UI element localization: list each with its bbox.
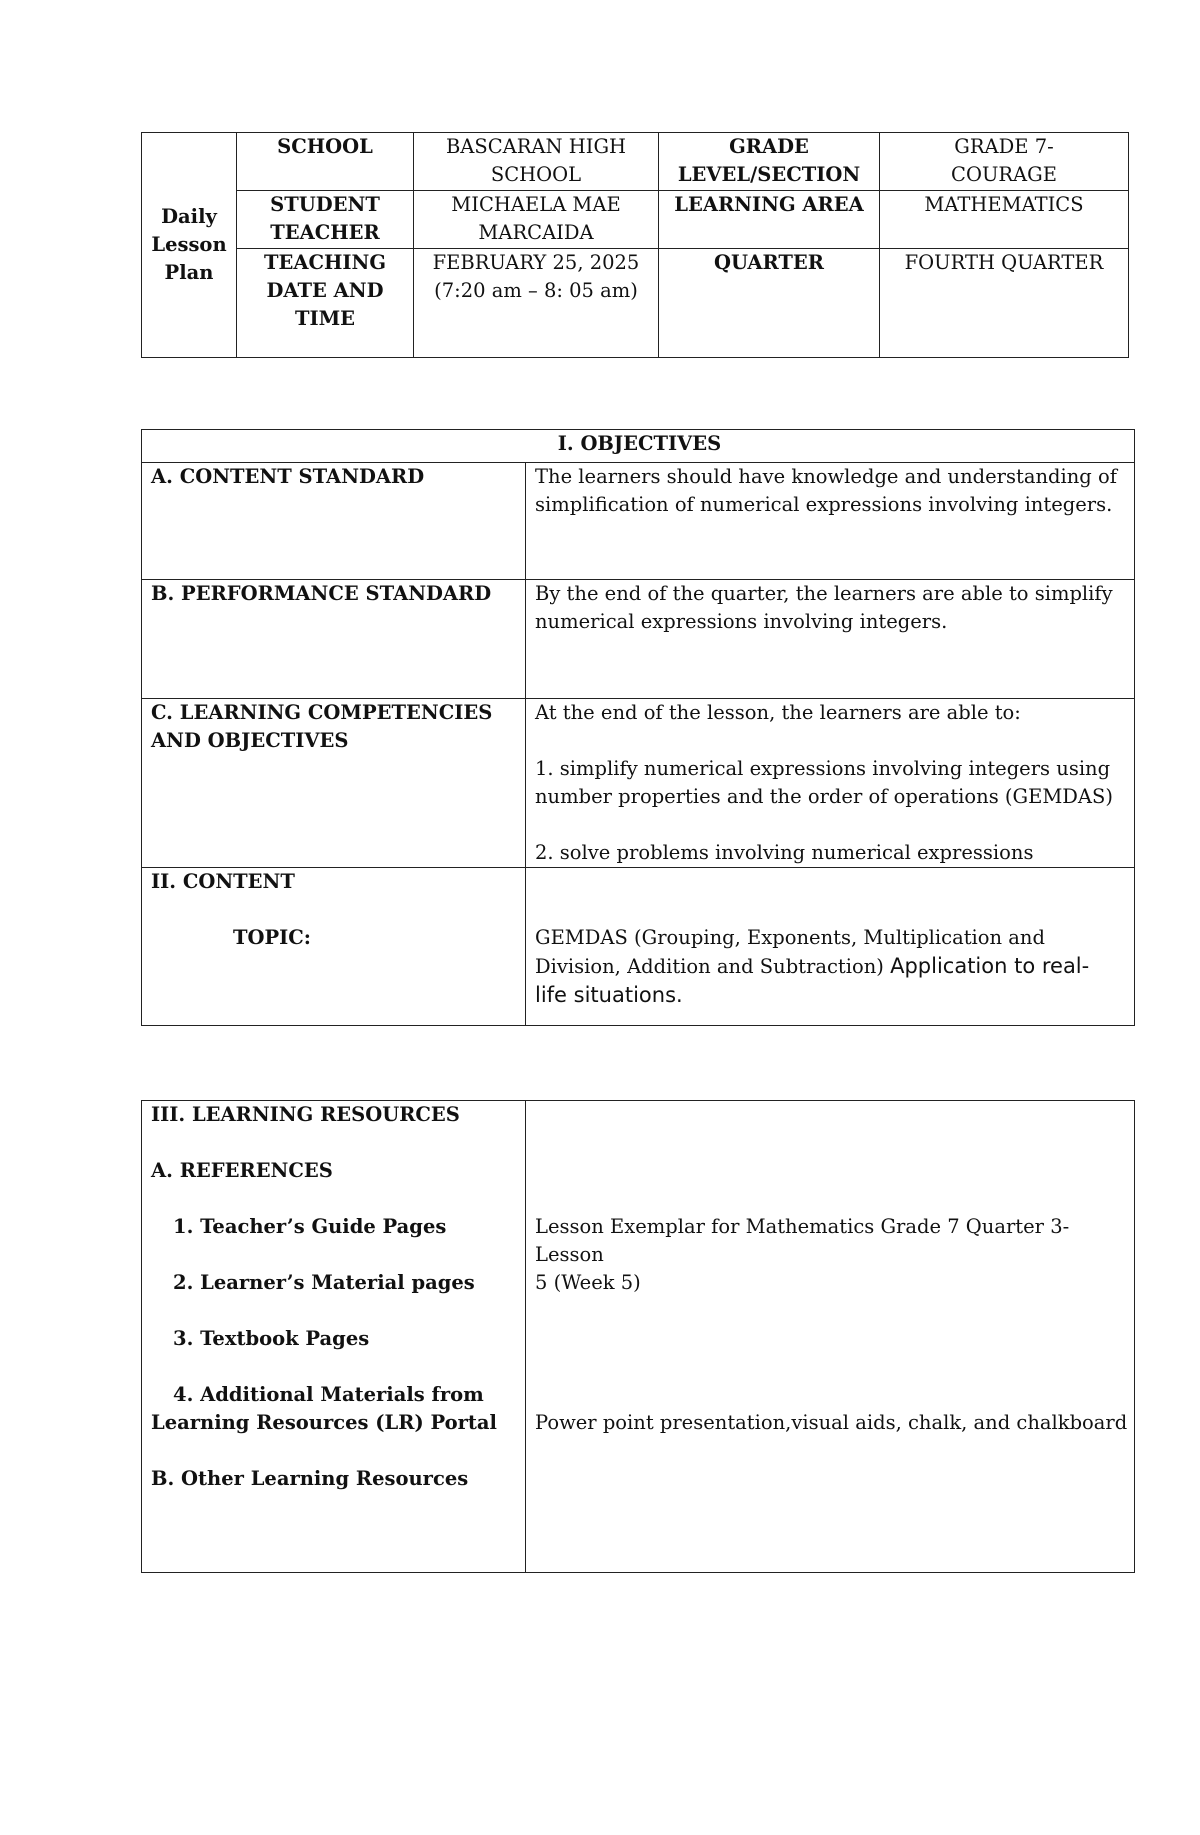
content-label-cell bbox=[142, 868, 526, 1026]
resources-title: III. LEARNING RESOURCES bbox=[151, 1103, 460, 1126]
daily-lesson-plan-label: Daily Lesson Plan bbox=[142, 133, 237, 358]
topic-value: GEMDAS (Grouping, Exponents, Multiplication and Division, Addition and Subtraction) Application to real- life situations. bbox=[526, 868, 1135, 1026]
header-table bbox=[141, 132, 1129, 358]
teaching-date-label: TEACHING DATE AND TIME bbox=[237, 249, 414, 358]
quarter-value: FOURTH QUARTER bbox=[880, 249, 1129, 358]
quarter-label: QUARTER bbox=[659, 249, 880, 358]
content-label: II. CONTENT bbox=[151, 870, 295, 893]
student-teacher-label: STUDENT TEACHER bbox=[237, 191, 414, 249]
competencies-label: C. LEARNING COMPETENCIES AND OBJECTIVES bbox=[142, 699, 526, 868]
content-standard-label: A. CONTENT STANDARD bbox=[142, 463, 526, 580]
additional-materials-label: 4. Additional Materials from bbox=[173, 1383, 484, 1406]
content-standard-value: The learners should have knowledge and understanding of simplification of numerical expressions involving integers. bbox=[526, 463, 1135, 580]
performance-standard-value: By the end of the quarter, the learners are able to simplify numerical expressions involving integers. bbox=[526, 580, 1135, 699]
topic-emphasis: Application to real- bbox=[890, 954, 1090, 978]
learning-area-value: MATHEMATICS bbox=[880, 191, 1129, 249]
school-label: SCHOOL bbox=[237, 133, 414, 191]
teachers-guide-label: 1. Teacher’s Guide Pages bbox=[173, 1215, 447, 1238]
student-teacher-value: MICHAELA MAE MARCAIDA bbox=[414, 191, 659, 249]
objectives-title: I. OBJECTIVES bbox=[142, 430, 1135, 463]
learners-material-label: 2. Learner’s Material pages bbox=[173, 1271, 475, 1294]
objectives-table bbox=[141, 429, 1135, 1026]
textbook-label: 3. Textbook Pages bbox=[173, 1327, 370, 1350]
grade-level-label: GRADE LEVEL/SECTION bbox=[659, 133, 880, 191]
grade-level-value: GRADE 7- COURAGE bbox=[880, 133, 1129, 191]
teaching-date-value: FEBRUARY 25, 2025 (7:20 am – 8: 05 am) bbox=[414, 249, 659, 358]
resources-label-cell: III. LEARNING RESOURCES A. REFERENCES 1. Teacher’s Guide Pages 2. Learner’s Material pages 3. Textbook Pages 4. Additional Materials from Learning Resources (LR) Portal B. Other Learning Resources bbox=[142, 1101, 526, 1573]
competencies-value: At the end of the lesson, the learners are able to: 1. simplify numerical expressions involving integers using number properties and the order of operations (GEMDAS) 2. solve problems involving numerical expressions bbox=[526, 699, 1135, 868]
references-label: A. REFERENCES bbox=[151, 1159, 333, 1182]
resources-table bbox=[141, 1100, 1135, 1573]
school-value: BASCARAN HIGH SCHOOL bbox=[414, 133, 659, 191]
teachers-guide-value: Lesson Exemplar for Mathematics Grade 7 Quarter 3- Lesson bbox=[535, 1215, 1070, 1266]
performance-standard-label: B. PERFORMANCE STANDARD bbox=[142, 580, 526, 699]
other-resources-label: B. Other Learning Resources bbox=[151, 1467, 469, 1490]
learning-area-label: LEARNING AREA bbox=[659, 191, 880, 249]
resources-value-cell: Lesson Exemplar for Mathematics Grade 7 Quarter 3- Lesson 5 (Week 5) Power point presentation,visual aids, chalk, and chalkboard bbox=[526, 1101, 1135, 1573]
topic-label: TOPIC: bbox=[233, 926, 311, 949]
additional-materials-value: Power point presentation,visual aids, chalk, and chalkboard bbox=[535, 1411, 1128, 1434]
